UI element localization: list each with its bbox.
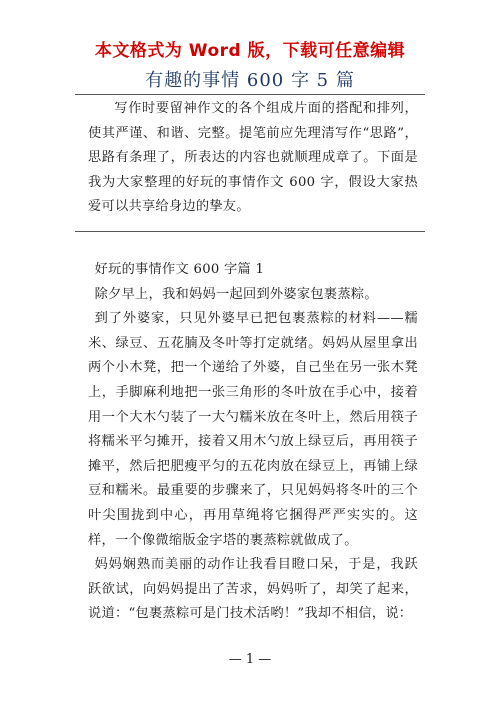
format-banner: 本文格式为 Word 版，下载可任意编辑: [94, 41, 406, 61]
intro-paragraph: 写作时要留神作文的各个组成片面的搭配和排列，使其严谨、和谐、完整。提笔前应先理清写作“思路”，思路有条理了，所表达的内容也就顺理成章了。下面是我为大家整理的好玩的事情作文 600 字，假设大家热爱可以共享给身边的挚友。: [88, 101, 418, 215]
article-paragraph: 除夕早上，我和妈妈一起回到外婆家包裹蒸粽。: [94, 286, 378, 302]
article-paragraph: 妈妈娴熟而美丽的动作让我看目瞪口呆，于是，我跃跃欲试，向妈妈提出了苦求，妈妈听了，却笑了起来，说道：“包裹蒸粽可是门技术活哟！”我却不相信，说：: [88, 557, 418, 622]
article-heading: 好玩的事情作文 600 字篇 1: [94, 262, 265, 277]
intro-section: [88, 97, 418, 220]
bottom-divider: [75, 231, 425, 232]
page-title: 有趣的事情 600 字 5 篇: [145, 70, 355, 91]
article-section: [88, 258, 418, 627]
page-number: — 1 —: [228, 652, 272, 667]
top-divider: [75, 94, 425, 95]
article-paragraph: 到了外婆家，只见外婆早已把包裹蒸粽的材料——糯米、绿豆、五花腩及冬叶等打定就绪。妈妈从屋里拿出两个小木凳，把一个递给了外婆，自己坐在另一张木凳上，手脚麻利地把一张三角形的冬叶放在手心中，接着用一个大木勺装了一大勺糯米放在冬叶上，然后用筷子将糯米平匀摊开，接着又用木勺放上绿豆后，再用筷子摊平，然后把肥瘦平匀的五花肉放在绿豆上，再铺上绿豆和糯米。最重要的步骤来了，只见妈妈将冬叶的三个叶尖围拢到中心，再用草绳将它捆得严严实实的。这样，一个像微缩版金字塔的裹蒸粽就做成了。: [88, 311, 418, 548]
